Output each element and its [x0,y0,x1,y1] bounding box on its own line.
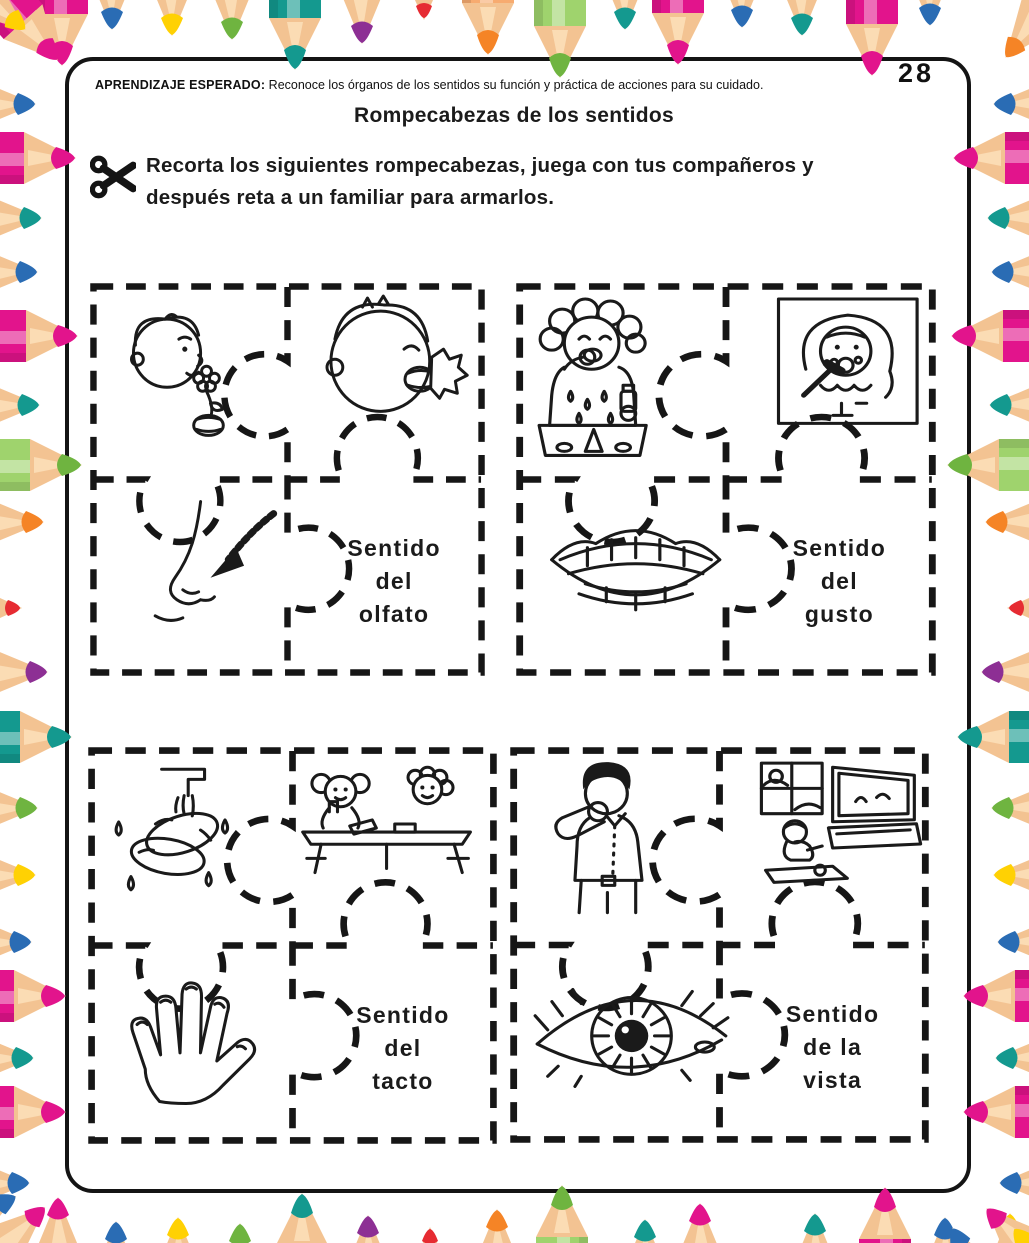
puzzle-vista [510,747,929,1143]
label-line: del [820,568,858,595]
puzzle-label-olfato [311,499,477,664]
label-line: tacto [372,1068,434,1095]
instruction-line-2: después reta a un familiar para armarlos. [146,185,555,209]
page-number: 28 [897,58,935,88]
header-label: APRENDIZAJE ESPERADO: [95,78,266,92]
instruction-line-1: Recorta los siguientes rompecabezas, juega con tus compañeros y [146,154,814,177]
label-line: Sentido [356,1002,450,1029]
page-title: Rompecabezas de los sentidos [354,104,674,127]
scissors-icon [90,154,136,200]
label-line: Sentido [347,535,441,562]
label-line: olfato [358,601,430,628]
girl-brushing-teeth-framed [779,299,918,423]
label-line: de la [803,1034,863,1061]
label-line: gusto [804,601,874,628]
puzzle-label-tacto [317,965,489,1132]
child-smelling-flower [131,315,223,436]
instructions [90,150,910,214]
girl-tasting-food [539,299,646,455]
puzzle-label-vista [745,965,921,1131]
human-eye [535,989,728,1086]
label-line: del [384,1035,422,1062]
puzzle-gusto [516,283,936,676]
instruction-text [146,150,814,214]
washing-hands [116,769,227,890]
puzzle-label-gusto [751,499,927,664]
open-hand [132,983,255,1104]
label-line: vista [803,1067,863,1094]
children-working-at-table [303,767,471,872]
expected-learning-header [95,78,865,94]
child-watching-tv [761,763,920,882]
puzzle-olfato [90,283,485,676]
label-line: Sentido [785,1001,880,1028]
header-text: Reconoce los órganos de los sentidos su función y práctica de acciones para su cuidado. [265,78,764,92]
child-blowing-nose [327,296,467,411]
man-rubbing-eyes [556,762,642,913]
smiling-mouth-teeth [552,531,720,610]
label-line: Sentido [792,535,887,562]
puzzle-tacto [88,747,497,1144]
label-line: del [375,568,413,595]
